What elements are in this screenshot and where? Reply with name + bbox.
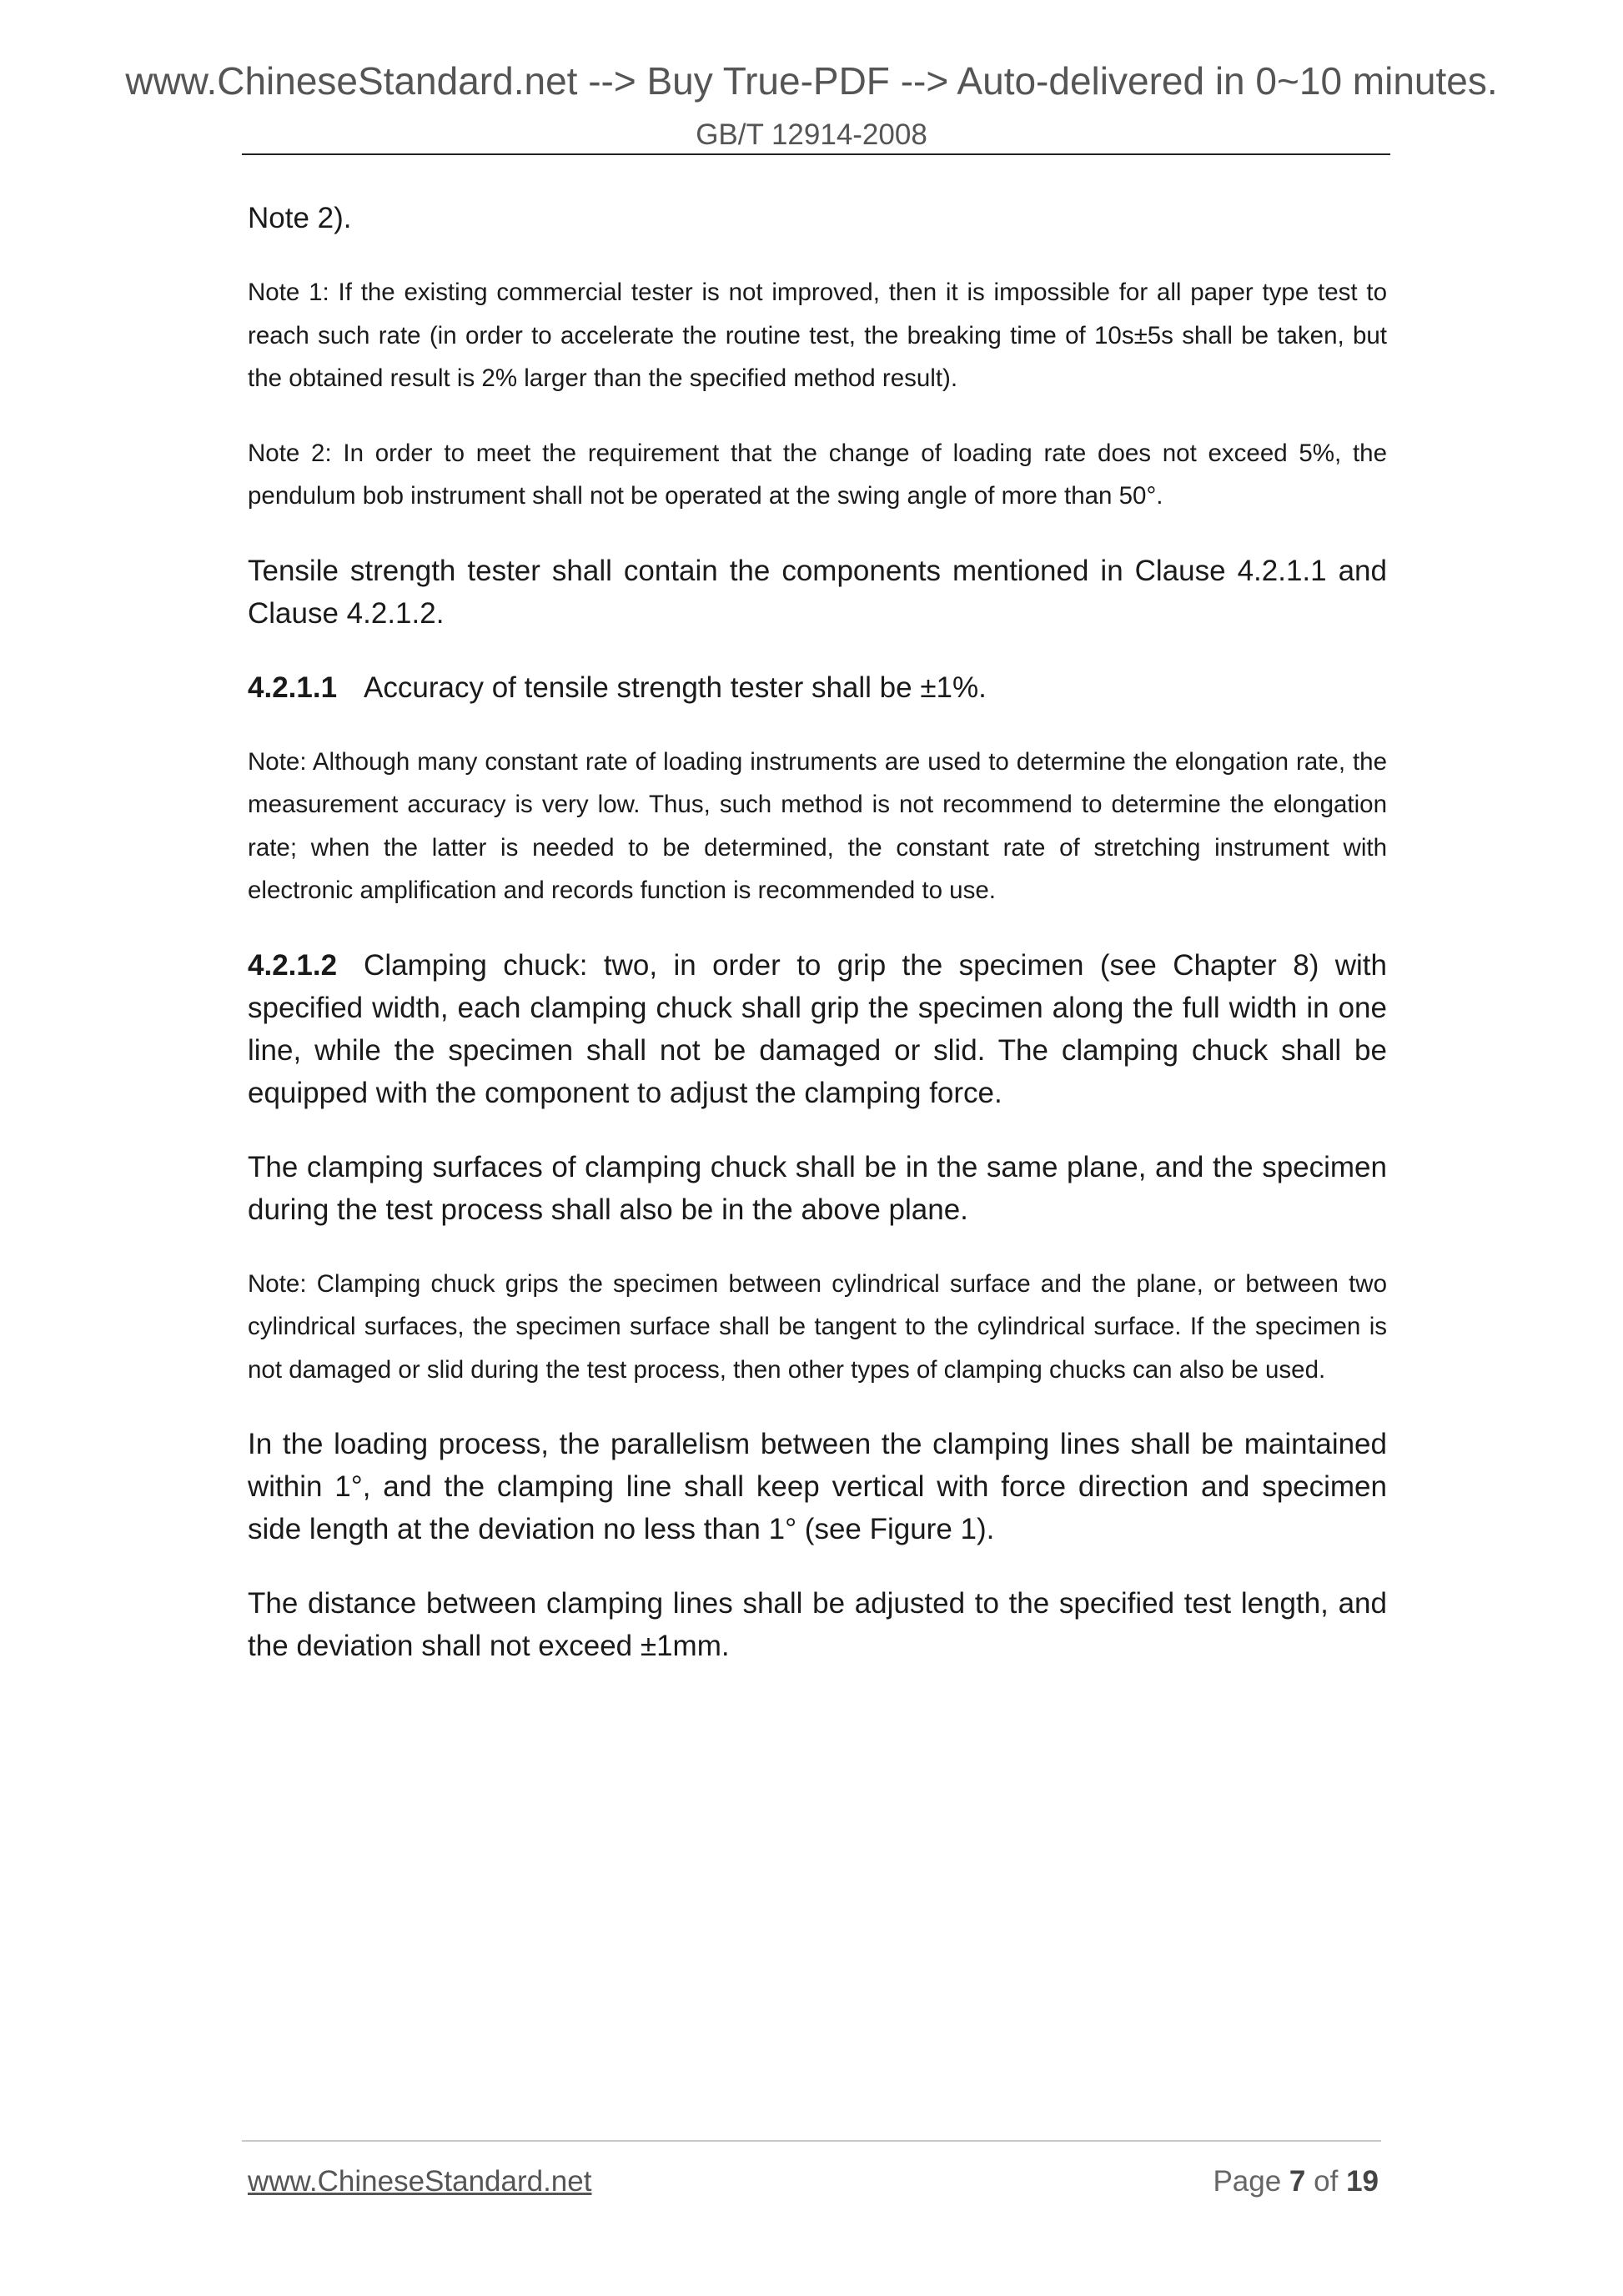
clause-number: 4.2.1.1 (248, 671, 338, 704)
page-label: Page (1213, 2165, 1282, 2198)
paragraph-note2-continuation: Note 2). (248, 202, 352, 234)
header-banner[interactable]: www.ChineseStandard.net --> Buy True-PDF --> Auto-delivered in 0~10 minutes. (125, 59, 1498, 103)
footer-divider (242, 2140, 1381, 2142)
header-divider (242, 153, 1390, 155)
note-2: Note 2: In order to meet the requirement that the change of loading rate does not exceed 5%, the pendulum bob instrument shall not be operated at the swing angle of more than 50°. (248, 439, 1387, 510)
clause-4-2-1-1 (248, 666, 1387, 709)
paragraph-clamping-distance: The distance between clamping lines shall be adjusted to the specified test length, and the deviation shall not exceed ±1mm. (248, 1587, 1387, 1662)
page-total: 19 (1346, 2165, 1379, 2198)
note-clamping-chuck: Note: Clamping chuck grips the specimen between cylindrical surface and the plane, or between two cylindrical surfaces, the specimen surface shall be tangent to the cylindrical surface. If the specimen is not damaged or slid during the test process, then other types of clamping chucks can also be used. (248, 1269, 1387, 1384)
clause-text: Clamping chuck: two, in order to grip the specimen (see Chapter 8) with specified width, each clamping chuck shall grip the specimen along the full width in one line, while the specimen shall not be damaged or slid. The clamping chuck shall be equipped with the component to adjust the clamping force. (248, 948, 1387, 1109)
paragraph-loading-process: In the loading process, the parallelism between the clamping lines shall be maintained within 1°, and the clamping line shall keep vertical with force direction and specimen side length at the deviation no less than 1° (see Figure 1). (248, 1428, 1387, 1545)
document-code: GB/T 12914-2008 (696, 118, 927, 151)
page-number (1213, 2164, 1379, 2199)
clause-4-2-1-2 (248, 944, 1387, 1114)
page-current: 7 (1289, 2165, 1306, 2198)
clause-text: Accuracy of tensile strength tester shall be ±1%. (364, 671, 987, 704)
note-1: Note 1: If the existing commercial tester is not improved, then it is impossible for all paper type test to reach such rate (in order to accelerate the routine test, the breaking time of 10s±5s shall be taken, but the obtained result is 2% larger than the specified method result). (248, 279, 1387, 392)
document-body (248, 197, 1387, 1699)
note-elongation-rate: Note: Although many constant rate of loading instruments are used to determine the elongation rate, the measurement accuracy is very low. Thus, such method is not recommend to determine the elongation rate; when the latter is needed to be determined, the constant rate of stretching instrument with electronic amplification and records function is recommended to use. (248, 747, 1387, 904)
paragraph-clamping-surfaces: The clamping surfaces of clamping chuck shall be in the same plane, and the specimen during the test process shall also be in the above plane. (248, 1150, 1387, 1226)
clause-number: 4.2.1.2 (248, 948, 338, 982)
paragraph-tester-components: Tensile strength tester shall contain the components mentioned in Clause 4.2.1.1 and Clause 4.2.1.2. (248, 554, 1387, 630)
footer-website-link[interactable]: www.ChineseStandard.net (248, 2165, 592, 2198)
page-of: of (1314, 2165, 1339, 2198)
